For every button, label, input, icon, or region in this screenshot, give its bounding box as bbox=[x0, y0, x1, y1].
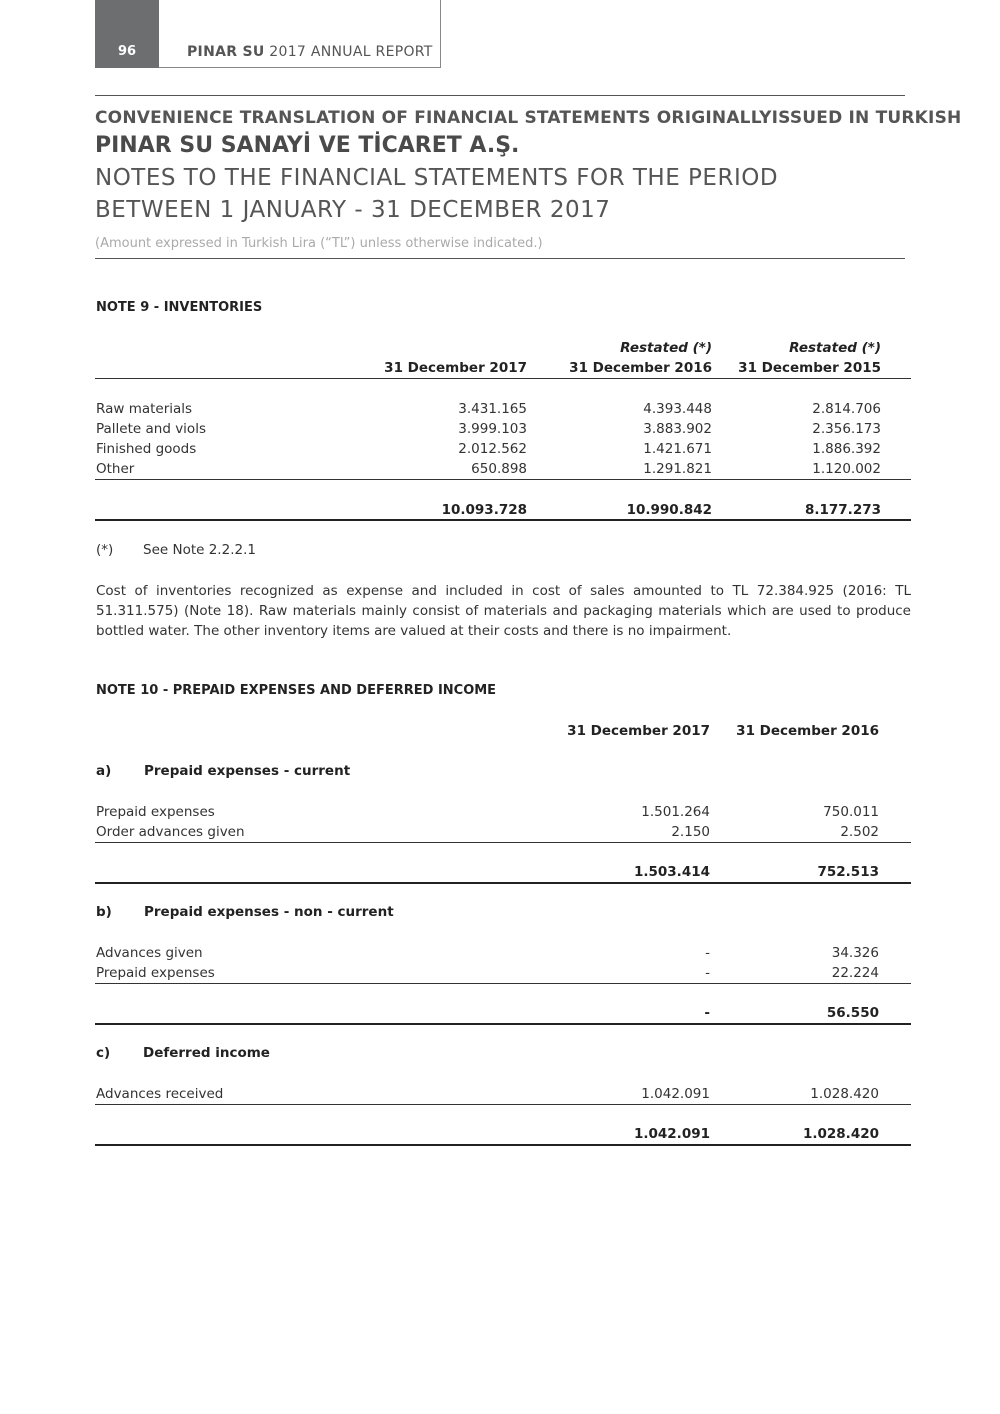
section-b-heading: Prepaid expenses - non - current bbox=[144, 904, 394, 920]
row-value-2016: 1.421.671 bbox=[643, 441, 712, 457]
row-value-2017: - bbox=[705, 945, 710, 961]
row-label: Other bbox=[96, 461, 135, 477]
footnote-mark: (*) bbox=[96, 542, 114, 558]
row-value-2016: 1.028.420 bbox=[810, 1086, 879, 1102]
row-value-2015: 2.814.706 bbox=[812, 401, 881, 417]
total-2017: - bbox=[704, 1005, 710, 1021]
note10-title: NOTE 10 - PREPAID EXPENSES AND DEFERRED INCOME bbox=[96, 683, 497, 698]
total-2017: 10.093.728 bbox=[441, 502, 527, 518]
total-2016: 56.550 bbox=[826, 1005, 879, 1021]
row-label: Pallete and viols bbox=[96, 421, 206, 437]
header-rule-bottom bbox=[95, 258, 905, 259]
row-value-2016: 3.883.902 bbox=[643, 421, 712, 437]
report-brand: PINAR SU bbox=[187, 44, 265, 60]
note9-restated-2016: Restated (*) bbox=[620, 340, 712, 356]
note9-restated-2015: Restated (*) bbox=[789, 340, 881, 356]
note10-col-2016: 31 December 2016 bbox=[736, 723, 879, 739]
row-value-2015: 1.120.002 bbox=[812, 461, 881, 477]
total-2016: 752.513 bbox=[817, 864, 879, 880]
row-value-2016: 1.291.821 bbox=[643, 461, 712, 477]
row-label: Finished goods bbox=[96, 441, 197, 457]
amount-note: (Amount expressed in Turkish Lira (“TL”) unless otherwise indicated.) bbox=[95, 236, 543, 251]
row-value-2015: 1.886.392 bbox=[812, 441, 881, 457]
section-a-total-rule bbox=[95, 882, 911, 884]
row-value-2016: 2.502 bbox=[840, 824, 879, 840]
row-value-2017: 2.150 bbox=[671, 824, 710, 840]
note10-col-2017: 31 December 2017 bbox=[567, 723, 710, 739]
section-a-letter: a) bbox=[96, 763, 112, 779]
note9-col-2017: 31 December 2017 bbox=[384, 360, 527, 376]
row-label: Advances received bbox=[96, 1086, 224, 1102]
row-value-2017: 2.012.562 bbox=[458, 441, 527, 457]
row-value-2017: 3.999.103 bbox=[458, 421, 527, 437]
report-title-rest: 2017 ANNUAL REPORT bbox=[264, 44, 433, 60]
row-label: Order advances given bbox=[96, 824, 245, 840]
row-label: Prepaid expenses bbox=[96, 965, 215, 981]
total-2016: 10.990.842 bbox=[626, 502, 712, 518]
header-rule-top bbox=[95, 95, 905, 96]
section-a-heading: Prepaid expenses - current bbox=[144, 763, 351, 779]
total-2017: 1.503.414 bbox=[633, 864, 710, 880]
note9-header-rule bbox=[95, 378, 911, 379]
report-title bbox=[187, 44, 433, 60]
row-value-2017: - bbox=[705, 965, 710, 981]
notes-title-line1: NOTES TO THE FINANCIAL STATEMENTS FOR THE PERIOD bbox=[95, 165, 779, 191]
row-value-2017: 1.042.091 bbox=[641, 1086, 710, 1102]
row-value-2016: 22.224 bbox=[831, 965, 879, 981]
row-value-2016: 750.011 bbox=[823, 804, 879, 820]
row-label: Raw materials bbox=[96, 401, 193, 417]
row-value-2017: 3.431.165 bbox=[458, 401, 527, 417]
note9-subtotal-rule bbox=[95, 479, 911, 480]
section-c-subtotal-rule bbox=[95, 1104, 911, 1105]
company-name: PINAR SU SANAYİ VE TİCARET A.Ş. bbox=[95, 133, 520, 158]
section-b-subtotal-rule bbox=[95, 983, 911, 984]
row-value-2016: 4.393.448 bbox=[643, 401, 712, 417]
section-a-subtotal-rule bbox=[95, 842, 911, 843]
row-value-2017: 650.898 bbox=[471, 461, 527, 477]
section-b-letter: b) bbox=[96, 904, 112, 920]
row-label: Prepaid expenses bbox=[96, 804, 215, 820]
row-label: Advances given bbox=[96, 945, 203, 961]
section-c-total-rule bbox=[95, 1144, 911, 1146]
note9-col-2015: 31 December 2015 bbox=[738, 360, 881, 376]
convenience-translation-heading: CONVENIENCE TRANSLATION OF FINANCIAL STATEMENTS ORIGINALLYISSUED IN TURKISH bbox=[95, 108, 962, 128]
section-c-heading: Deferred income bbox=[143, 1045, 270, 1061]
note9-title: NOTE 9 - INVENTORIES bbox=[96, 300, 263, 315]
page-number: 96 bbox=[117, 44, 137, 59]
total-2015: 8.177.273 bbox=[804, 502, 881, 518]
note9-paragraph: Cost of inventories recognized as expense and included in cost of sales amounted to TL 72.384.925 (2016: TL 51.311.575) (Note 18). Raw materials mainly consist of materials and packaging materials which are used to produce bottled water. The other inventory items are valued at their costs and there is no impairment. bbox=[96, 583, 911, 639]
note9-col-2016: 31 December 2016 bbox=[569, 360, 712, 376]
section-b-total-rule bbox=[95, 1023, 911, 1025]
note9-total-rule bbox=[95, 519, 911, 521]
total-2016: 1.028.420 bbox=[802, 1126, 879, 1142]
section-c-letter: c) bbox=[96, 1045, 111, 1061]
row-value-2016: 34.326 bbox=[831, 945, 879, 961]
footnote-text: See Note 2.2.2.1 bbox=[143, 542, 256, 558]
row-value-2017: 1.501.264 bbox=[641, 804, 710, 820]
row-value-2015: 2.356.173 bbox=[812, 421, 881, 437]
notes-title-line2: BETWEEN 1 JANUARY - 31 DECEMBER 2017 bbox=[95, 197, 611, 223]
total-2017: 1.042.091 bbox=[633, 1126, 710, 1142]
